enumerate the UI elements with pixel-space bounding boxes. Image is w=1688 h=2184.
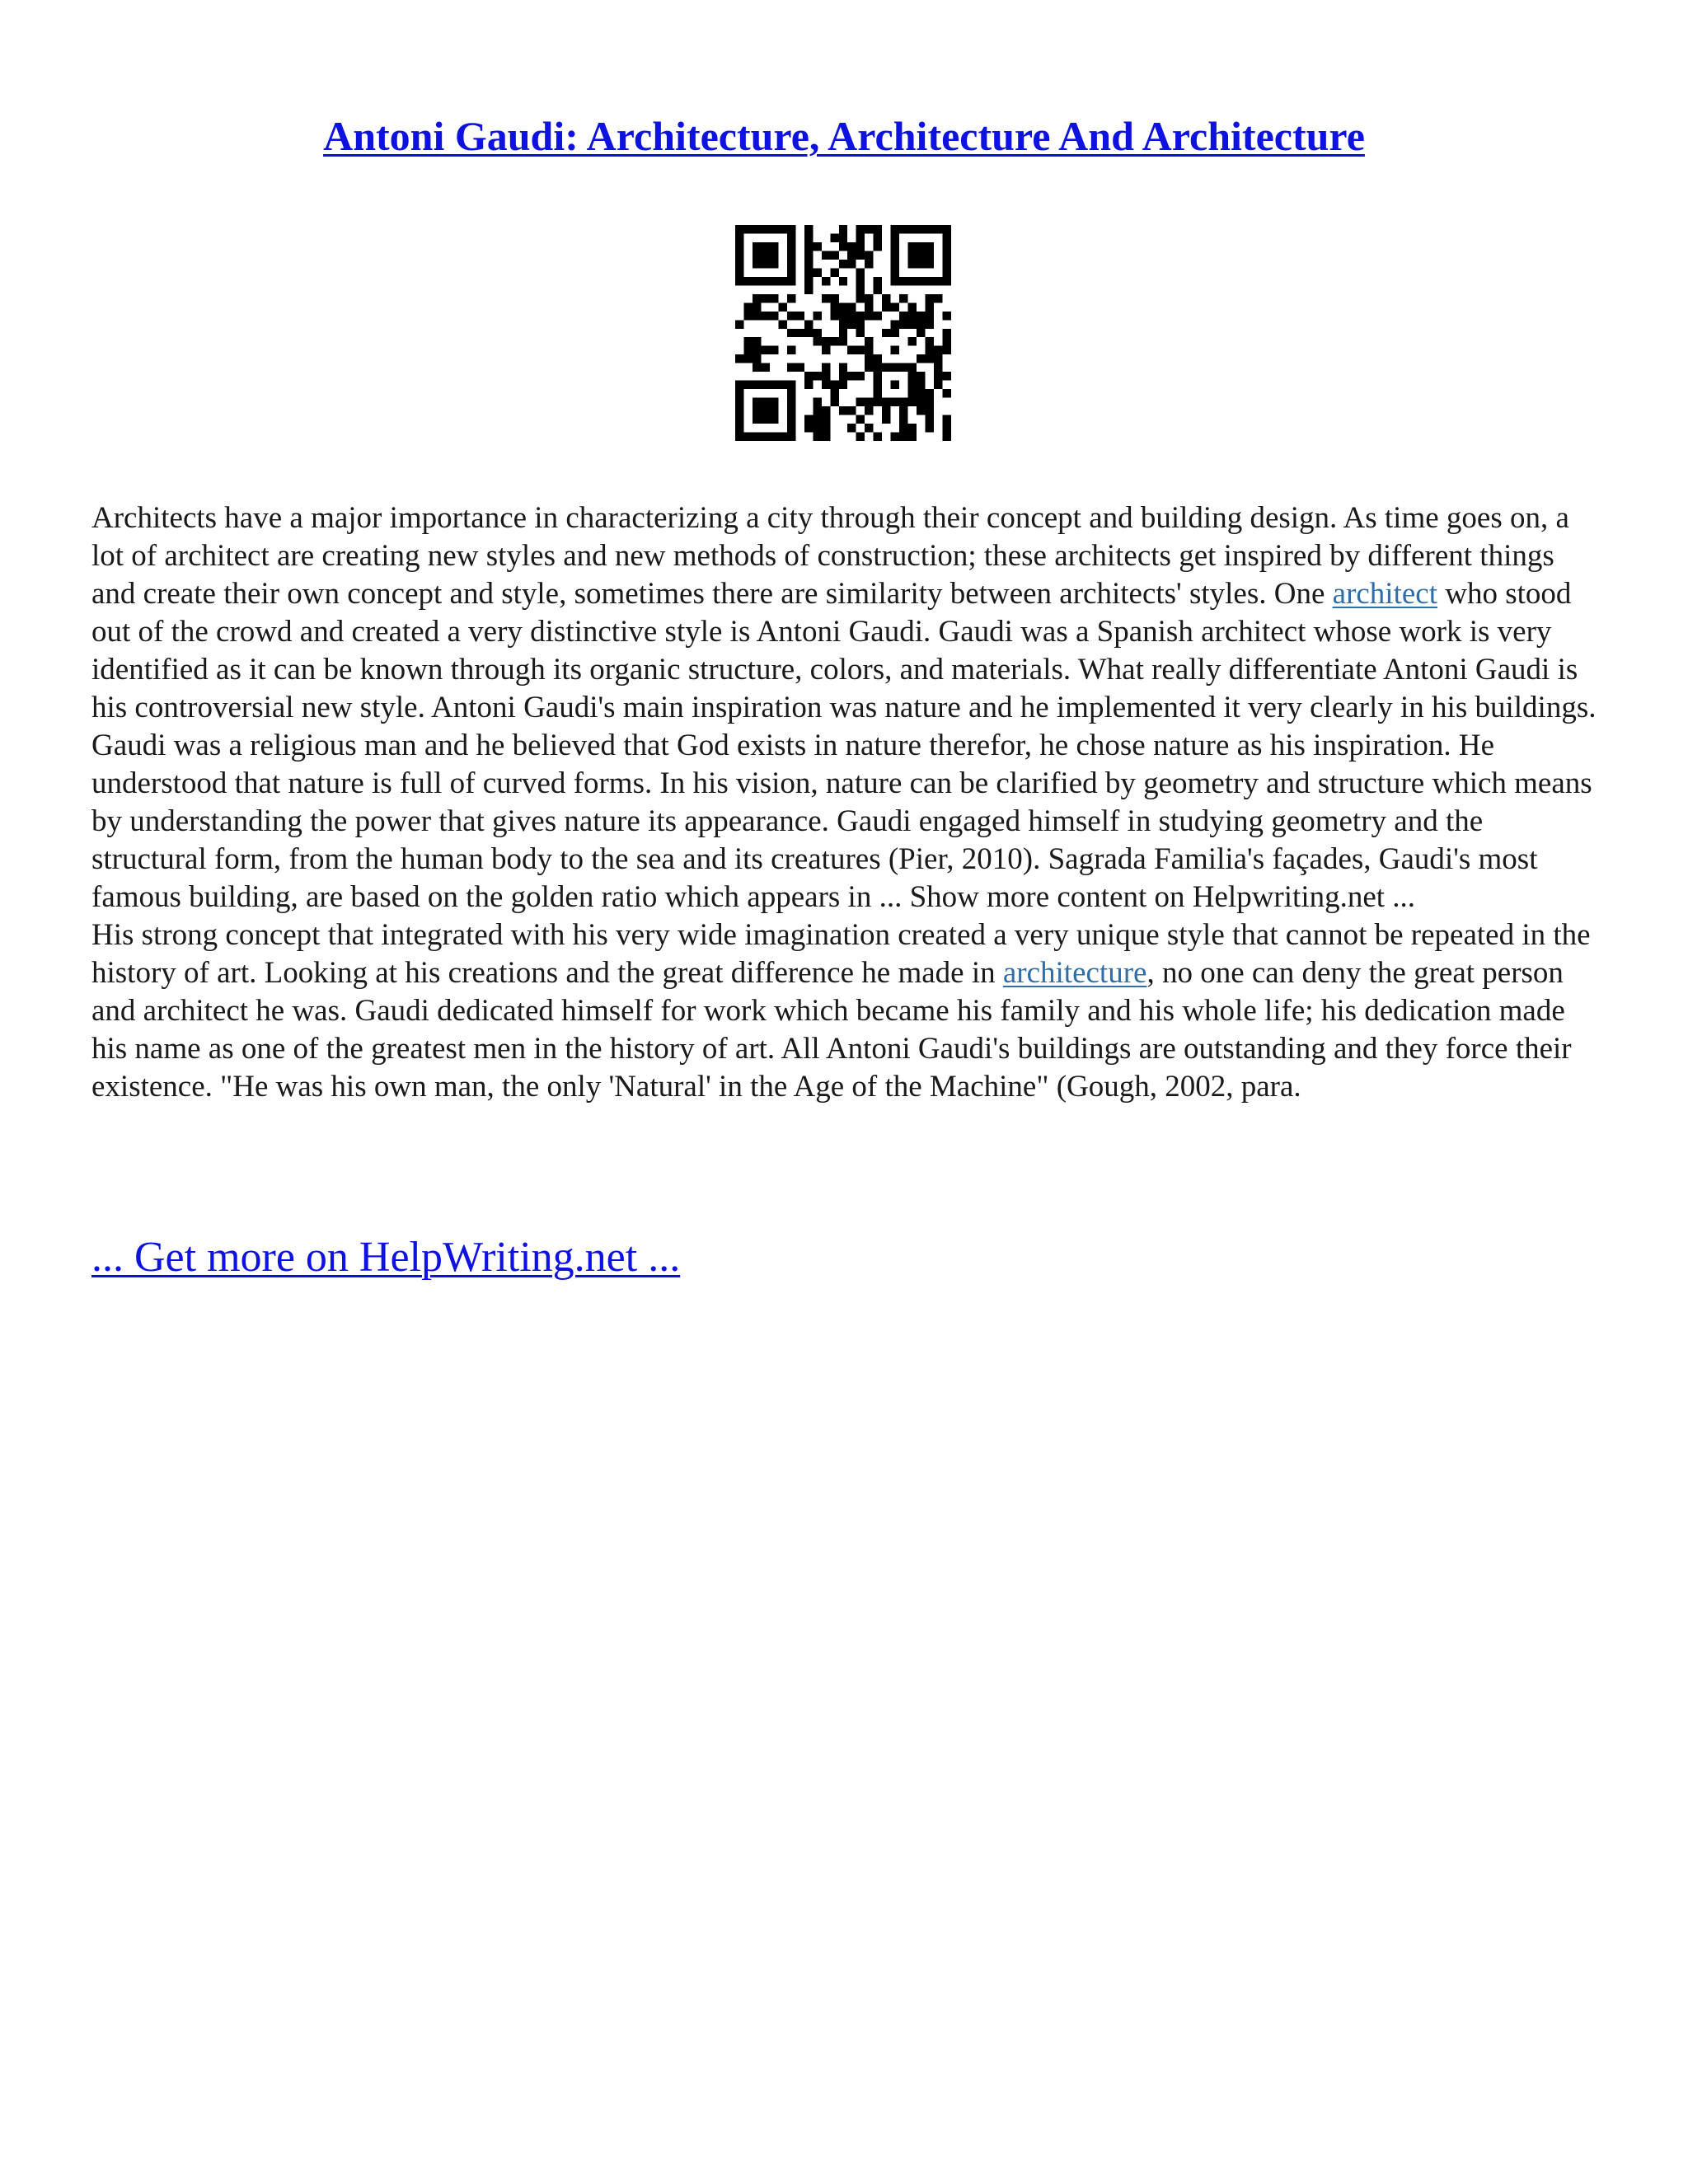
paragraph-1-text-end: who stood out of the crowd and created a very distinctive style is Antoni Gaudi. Gaudi was a Spanish architect whose work is very identified as it can be known through its organic structure, colors, and materials. What really differentiate Antoni Gaudi is his controversial new style. Antoni Gaudi's main inspiration was nature and he implemented it very clearly in his buildings. Gaudi was a religious man and he believed that God exists in nature therefor, he chose nature as his inspiration. He understood that nature is full of curved forms. In his vision, nature can be clarified by geometry and structure which means by understanding the power that gives nature its appearance. Gaudi engaged himself in studying geometry and the structural form, from the human body to the sea and its creatures (Pier, 2010). Sagrada Familia's façades, Gaudi's most famous building, are based on the golden ratio which appears in ... Show more content on Helpwriting.net ... bbox=[91, 577, 1597, 914]
qr-code-graphic bbox=[735, 225, 951, 441]
paragraph-2 bbox=[91, 916, 1600, 1106]
get-more-section bbox=[91, 1229, 680, 1286]
article-body bbox=[91, 499, 1600, 1106]
paragraph-1-text-start: Architects have a major importance in characterizing a city through their concept and building design. As time goes on, a lot of architect are creating new styles and new methods of construction; these architects get inspired by different things and create their own concept and style, sometimes there are similarity between architects' styles. One bbox=[91, 501, 1569, 611]
architect-link[interactable]: architect bbox=[1332, 577, 1437, 611]
title-link[interactable]: Antoni Gaudi: Architecture, Architecture And Architecture bbox=[323, 113, 1365, 159]
paragraph-2-text-start: His strong concept that integrated with his very wide imagination created a very unique style that cannot be repeated in the history of art. Looking at his creations and the great difference he made in bbox=[91, 918, 1591, 990]
architecture-link[interactable]: architecture bbox=[1002, 956, 1147, 990]
get-more-link[interactable]: ... Get more on HelpWriting.net ... bbox=[91, 1234, 681, 1281]
qr-code-icon bbox=[735, 225, 951, 441]
paragraph-1 bbox=[91, 499, 1600, 916]
document-title bbox=[0, 107, 1688, 165]
paragraph-2-text-end: , no one can deny the great person and architect he was. Gaudi dedicated himself for work which became his family and his whole life; his dedication made his name as one of the greatest men in the history of art. All Antoni Gaudi's buildings are outstanding and they force their existence. "He was his own man, the only 'Natural' in the Age of the Machine" (Gough, 2002, para. bbox=[91, 956, 1572, 1104]
